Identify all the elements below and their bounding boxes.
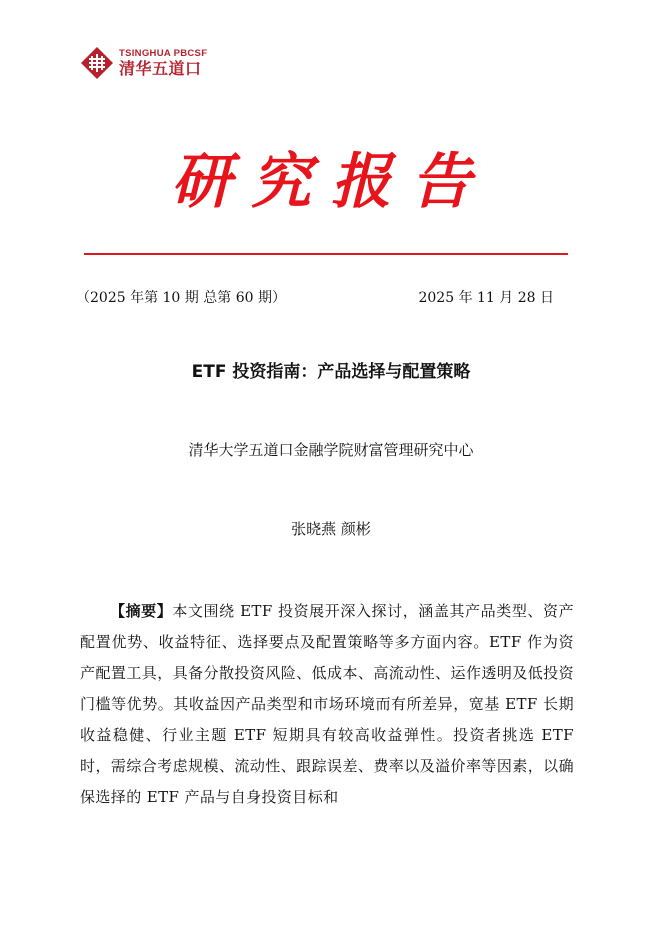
logo (80, 46, 207, 80)
abstract-paragraph (80, 596, 574, 813)
logo-english-text: TSINGHUA PBCSF (119, 48, 208, 60)
masthead-title: 研究报告 (171, 147, 491, 217)
logo-chinese-text: 清华五道口 (119, 58, 202, 78)
report-institution: 清华大学五道口金融学院财富管理研究中心 (188, 441, 474, 459)
issue-date: 2025 年 11 月 28 日 (418, 290, 554, 306)
issue-number: （2025 年第 10 期 总第 60 期） (76, 290, 286, 306)
abstract-text: 本文围绕 ETF 投资展开深入探讨，涵盖其产品类型、资产配置优势、收益特征、选择要点及配置策略等多方面内容。ETF 作为资产配置工具，具备分散投资风险、低成本、高流动性、运作透明及低投资门槛等优势。其收益因产品类型和市场环境而有所差异，宽基 ETF 长期收益稳健、行业主题 ETF 短期具有较高收益弹性。投资者挑选 ETF 时，需综合考虑规模、流动性、跟踪误差、费率以及溢价率等因素，以确保选择的 ETF 产品与自身投资目标和 (80, 602, 574, 806)
report-authors: 张晓燕 颜彬 (291, 520, 371, 538)
report-title: ETF 投资指南：产品选择与配置策略 (191, 362, 471, 382)
abstract-label: 【摘要】 (110, 602, 173, 620)
tsinghua-logo-icon (80, 46, 114, 80)
masthead-divider (84, 253, 568, 255)
